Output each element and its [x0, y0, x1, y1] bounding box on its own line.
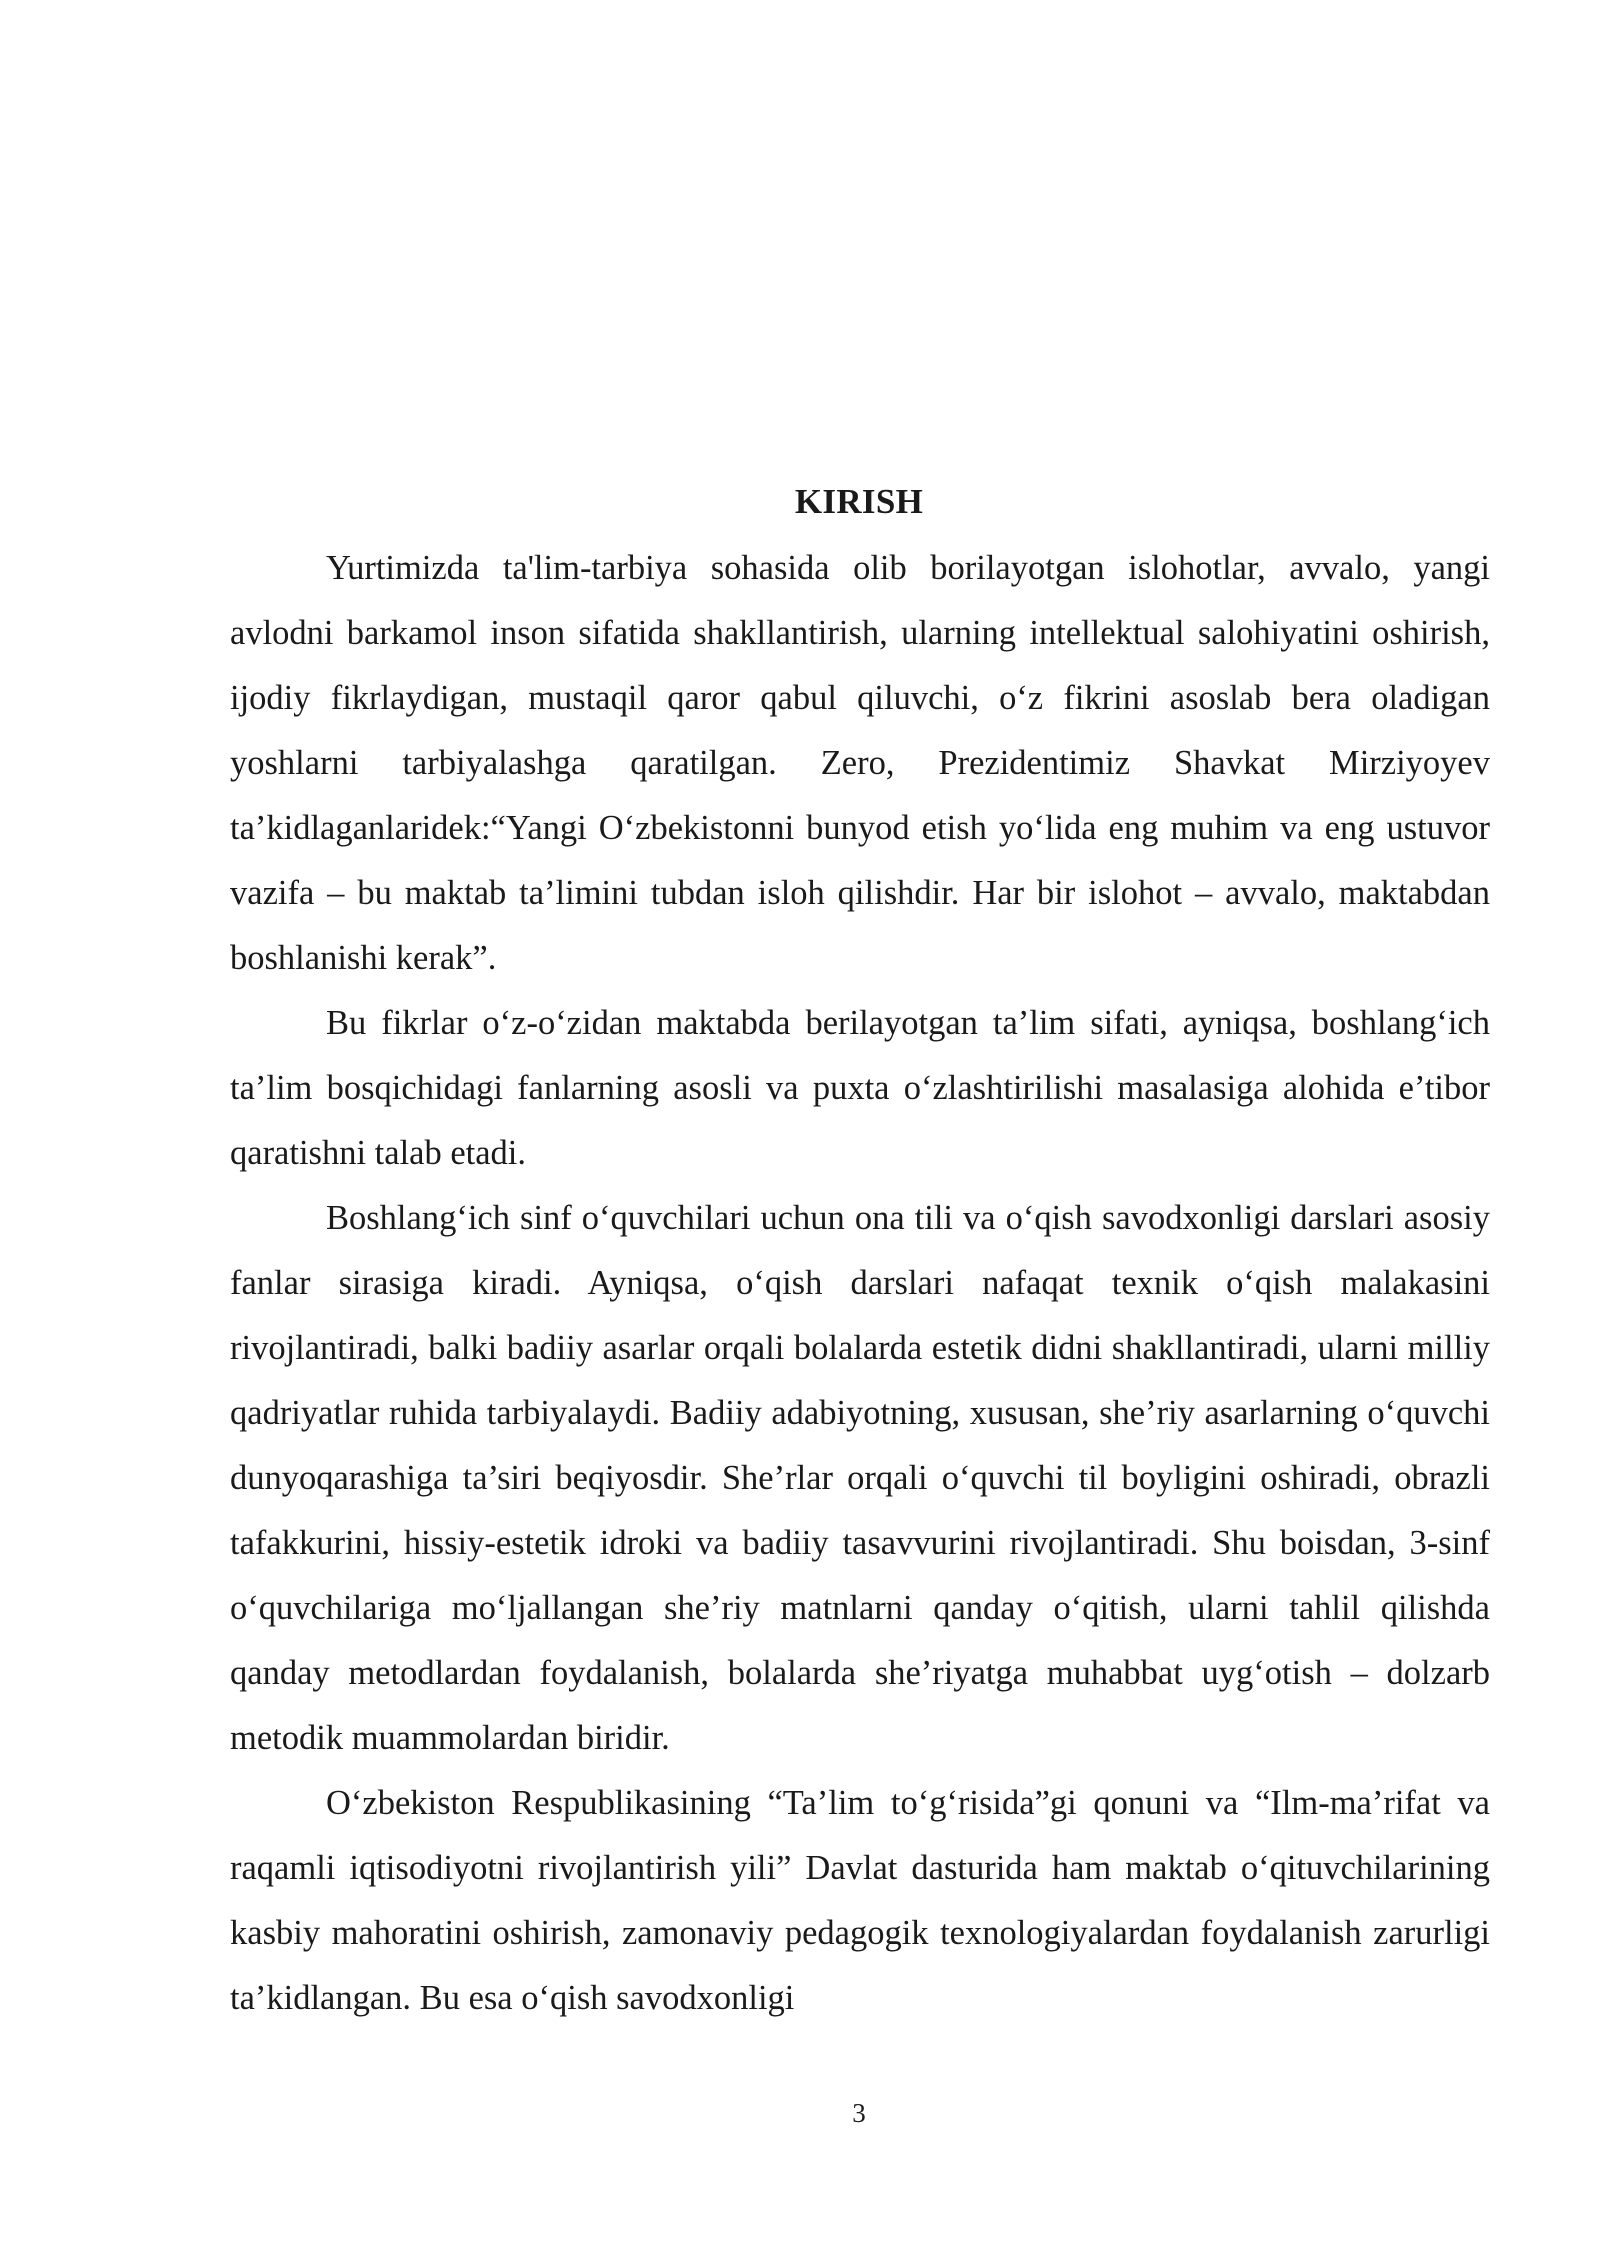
page-number: 3 [852, 2098, 866, 2128]
paragraph: Bu fikrlar o‘z-o‘zidan maktabda berilayotgan ta’lim sifati, ayniqsa, boshlang‘ich ta’lim bosqichidagi fanlarning asosli va puxta o‘zlashtirilishi masalasiga alohida e’tibor qaratishni talab etadi. [230, 1004, 1490, 1172]
body-text [230, 536, 1490, 2031]
paragraph: Boshlang‘ich sinf o‘quvchilari uchun ona tili va o‘qish savodxonligi darslari asosiy fanlar sirasiga kiradi. Ayniqsa, o‘qish darslari nafaqat texnik o‘qish malakasini rivojlantiradi, balki badiiy asarlar orqali bolalarda estetik didni shakllantiradi, ularni milliy qadriyatlar ruhida tarbiyalaydi. Badiiy adabiyotning, xususan, she’riy asarlarning o‘quvchi dunyoqarashiga ta’siri beqiyosdir. She’rlar orqali o‘quvchi til boyligini oshiradi, obrazli tafakkurini, hissiy-estetik idroki va badiiy tasavvurini rivojlantiradi. Shu boisdan, 3-sinf o‘quvchilariga mo‘ljallangan she’riy matnlarni qanday o‘qitish, ularni tahlil qilishda qanday metodlardan foydalanish, bolalarda she’riyatga muhabbat uyg‘otish – dolzarb metodik muammolardan biridir. [230, 1199, 1490, 1757]
paragraph: Yurtimizda ta'lim-tarbiya sohasida olib borilayotgan islohotlar, avvalo, yangi avlodni barkamol inson sifatida shakllantirish, ularning intellektual salohiyatini oshirish, ijodiy fikrlaydigan, mustaqil qaror qabul qiluvchi, o‘z fikrini asoslab bera oladigan yoshlarni tarbiyalashga qaratilgan. Zero, Prezidentimiz Shavkat Mirziyoyev ta’kidlaganlaridek:“Yangi O‘zbekistonni bunyod etish yo‘lida eng muhim va eng ustuvor vazifa – bu maktab ta’limini tubdan isloh qilishdir. Har bir islohot – avvalo, maktabdan boshlanishi kerak”. [230, 549, 1490, 977]
paragraph: O‘zbekiston Respublikasining “Ta’lim to‘g‘risida”gi qonuni va “Ilm-ma’rifat va raqamli iqtisodiyotni rivojlantirish yili” Davlat dasturida ham maktab o‘qituvchilarining kasbiy mahoratini oshirish, zamonaviy pedagogik texnologiyalardan foydalanish zarurligi ta’kidlangan. Bu esa o‘qish savodxonligi [230, 1784, 1490, 2017]
section-heading: KIRISH [794, 482, 924, 521]
